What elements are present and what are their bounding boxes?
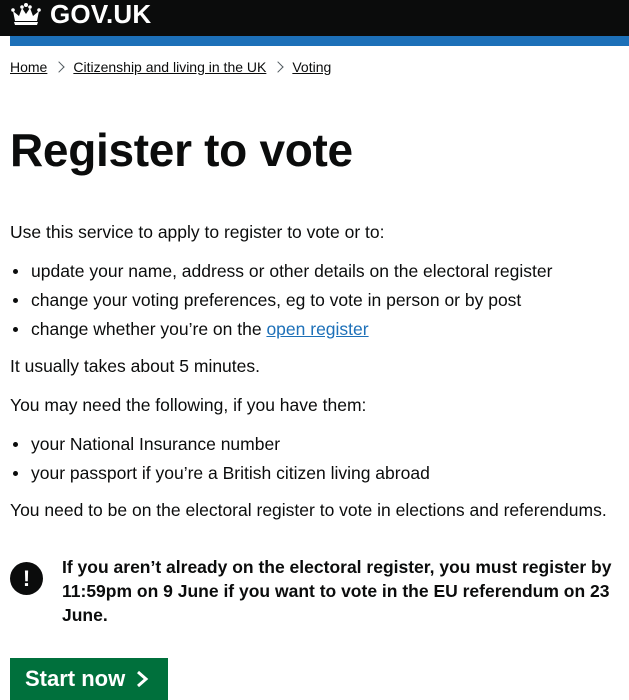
start-now-button[interactable] bbox=[10, 658, 168, 700]
bullet-icon bbox=[13, 442, 18, 447]
chevron-right-icon bbox=[135, 670, 149, 688]
list-item-text: your passport if you’re a British citizen living abroad bbox=[31, 463, 430, 483]
requirement-text: You need to be on the electoral register to vote in elections and referendums. bbox=[10, 500, 607, 520]
start-now-label: Start now bbox=[25, 666, 126, 691]
list-item bbox=[10, 259, 552, 288]
govuk-logo-link[interactable] bbox=[10, 0, 151, 28]
breadcrumb-citizenship[interactable]: Citizenship and living in the UK bbox=[73, 59, 267, 75]
chevron-right-icon bbox=[273, 61, 284, 72]
needs-intro-text: You may need the following, if you have them: bbox=[10, 395, 367, 415]
list-item bbox=[10, 432, 430, 461]
breadcrumb bbox=[10, 58, 331, 76]
open-register-link[interactable]: open register bbox=[266, 319, 369, 339]
duration-text: It usually takes about 5 minutes. bbox=[10, 356, 260, 376]
bullet-icon bbox=[13, 327, 18, 332]
list-item-text: change your voting preferences, eg to vote in person or by post bbox=[31, 290, 522, 310]
header-accent-bar bbox=[10, 36, 629, 46]
bullet-icon bbox=[13, 269, 18, 274]
chevron-right-icon bbox=[54, 61, 65, 72]
list-item bbox=[10, 461, 430, 490]
breadcrumb-home[interactable]: Home bbox=[10, 59, 48, 75]
list-item-text: update your name, address or other details on the electoral register bbox=[31, 261, 553, 281]
list-item-text: change whether you’re on the bbox=[31, 319, 267, 339]
breadcrumb-voting[interactable]: Voting bbox=[292, 59, 332, 75]
warning-icon: ! bbox=[10, 562, 43, 595]
bullet-icon bbox=[13, 298, 18, 303]
warning-text: If you aren’t already on the electoral register, you must register by 11:59pm on 9 June if you want to vote in the EU referendum on 23 June. bbox=[62, 557, 612, 625]
intro-list bbox=[10, 259, 552, 346]
list-item bbox=[10, 317, 552, 346]
site-header bbox=[0, 0, 629, 36]
crown-icon bbox=[10, 2, 42, 26]
intro-text: Use this service to apply to register to vote or to: bbox=[10, 222, 385, 242]
bullet-icon bbox=[13, 471, 18, 476]
list-item-text: your National Insurance number bbox=[31, 434, 281, 454]
page-title: Register to vote bbox=[10, 124, 353, 176]
list-item bbox=[10, 288, 552, 317]
brand-name: GOV.UK bbox=[50, 0, 152, 29]
needs-list bbox=[10, 432, 430, 490]
